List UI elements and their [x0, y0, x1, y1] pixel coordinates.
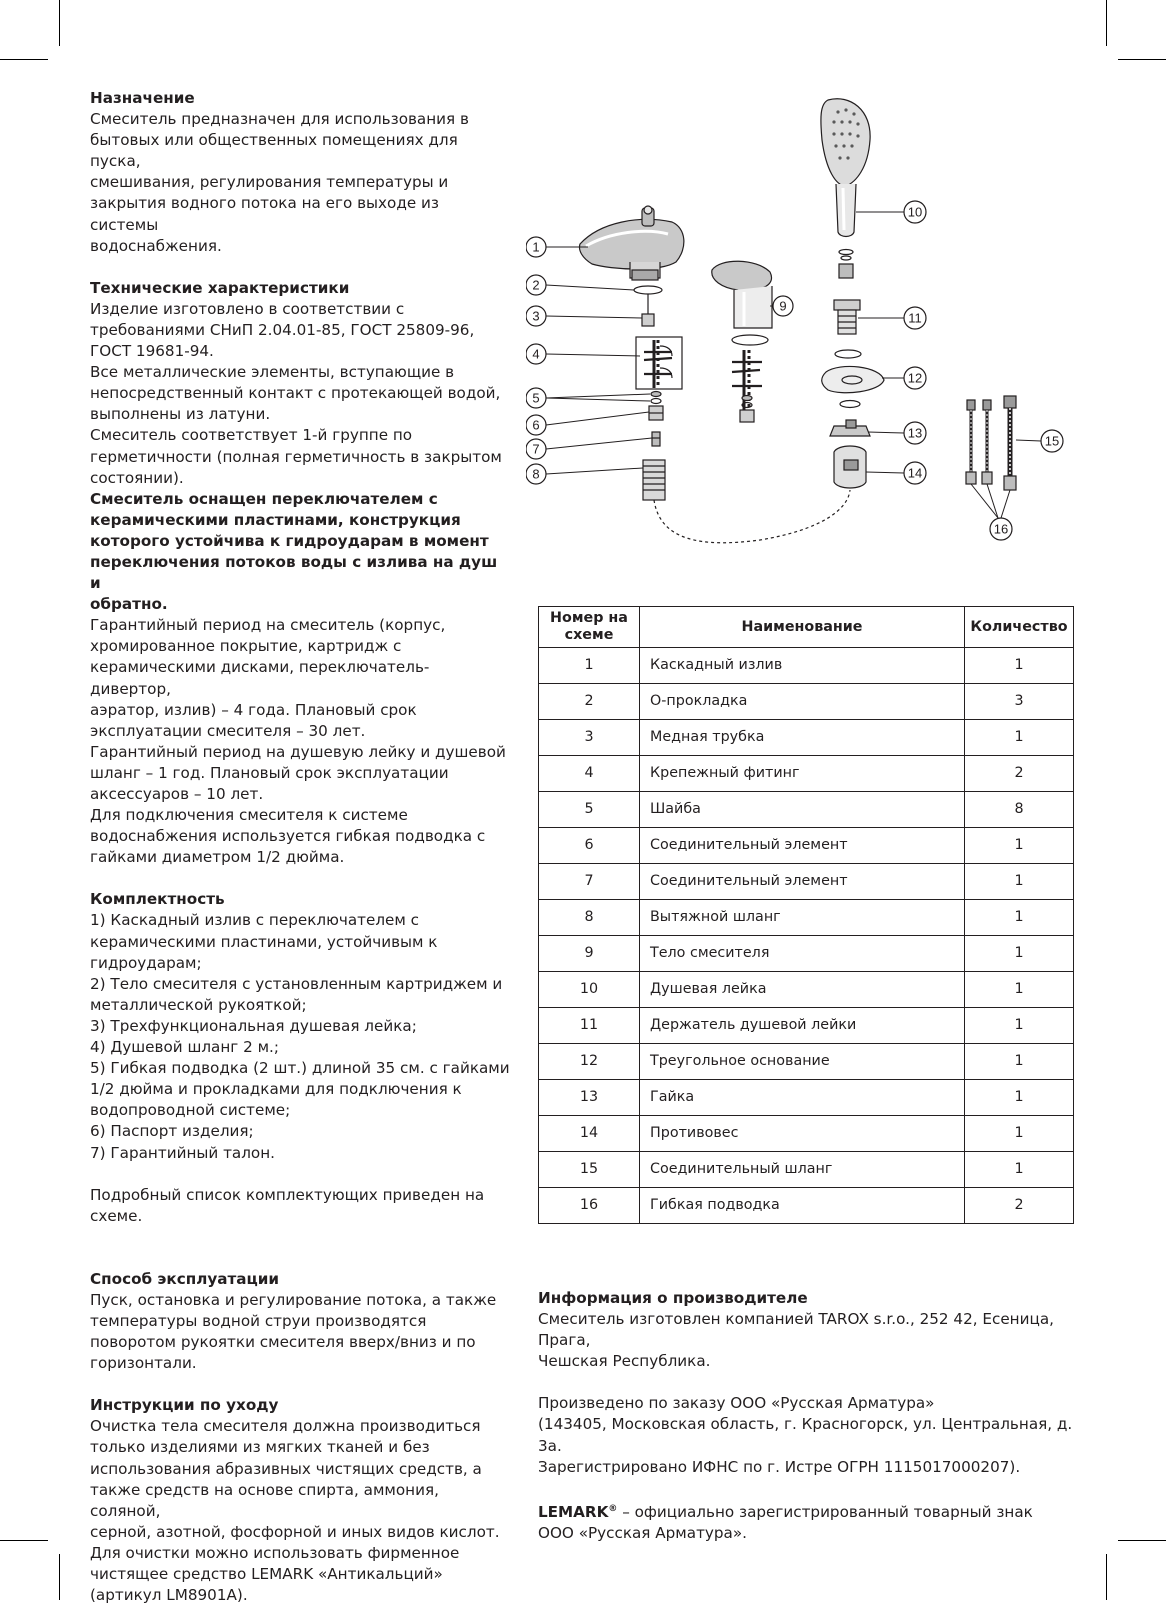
cell-number: 3	[539, 720, 640, 756]
parts-table	[538, 606, 1074, 1224]
cell-quantity: 1	[965, 1008, 1074, 1044]
cell-quantity: 1	[965, 720, 1074, 756]
text-line: гидроударам;	[90, 953, 202, 972]
callout-label: 10	[907, 204, 923, 220]
callout-label: 15	[1044, 433, 1060, 449]
text-line: Подробный список комплектующих приведен на	[90, 1185, 485, 1204]
cell-quantity: 1	[965, 828, 1074, 864]
cell-quantity: 1	[965, 1080, 1074, 1116]
cell-quantity: 1	[965, 900, 1074, 936]
usage-section	[90, 1269, 510, 1374]
cell-name: Крепежный фитинг	[640, 756, 965, 792]
text-line: 3) Трехфункциональная душевая лейка;	[90, 1016, 417, 1035]
cell-quantity: 1	[965, 1152, 1074, 1188]
cell-quantity: 1	[965, 1044, 1074, 1080]
cell-number: 16	[539, 1188, 640, 1224]
bold-text-line: переключения потоков воды с излива на душ и	[90, 552, 498, 593]
text-line: смешивания, регулирования температуры и	[90, 173, 449, 192]
crop-mark	[59, 0, 60, 46]
callout-label: 12	[907, 370, 923, 386]
cell-number: 12	[539, 1044, 640, 1080]
callout-label: 16	[993, 521, 1009, 537]
cell-number: 13	[539, 1080, 640, 1116]
text-line: Очистка тела смесителя должна производиться	[90, 1417, 481, 1436]
cell-number: 5	[539, 792, 640, 828]
cell-name: Медная трубка	[640, 720, 965, 756]
cell-number: 4	[539, 756, 640, 792]
cell-name: Держатель душевой лейки	[640, 1008, 965, 1044]
purpose-section	[90, 88, 510, 257]
text-line: Изделие изготовлено в соответствии с	[90, 299, 405, 318]
cell-name: Гибкая подводка	[640, 1188, 965, 1224]
cell-name: Соединительный элемент	[640, 828, 965, 864]
table-row	[539, 792, 1074, 828]
callout-label: 1	[532, 239, 540, 255]
cell-quantity: 8	[965, 792, 1074, 828]
cell-number: 2	[539, 684, 640, 720]
table-header-row	[539, 607, 1074, 648]
text-line: эксплуатации смесителя – 30 лет.	[90, 721, 366, 740]
callout-10	[904, 201, 926, 223]
callout-5	[526, 388, 546, 408]
cell-name: Соединительный шланг	[640, 1152, 965, 1188]
text-line: хромированное покрытие, картридж с	[90, 637, 402, 656]
callout-2	[526, 275, 546, 295]
text-line: Гарантийный период на смеситель (корпус,	[90, 616, 446, 635]
crop-mark	[1118, 59, 1166, 60]
callout-14	[904, 462, 926, 484]
cell-quantity: 3	[965, 684, 1074, 720]
manufacturer-section	[538, 1288, 1098, 1544]
table-row	[539, 1080, 1074, 1116]
flexible-hoses	[966, 396, 1016, 490]
callout-label: 11	[908, 310, 922, 326]
callout-1	[526, 237, 546, 257]
bold-text-line: керамическими пластинами, конструкция	[90, 510, 461, 529]
table-row	[539, 1044, 1074, 1080]
text-line: Пуск, остановка и регулирование потока, а также	[90, 1290, 497, 1309]
text-line: (артикул LM8901A).	[90, 1586, 248, 1605]
left-column	[90, 88, 510, 1606]
table-row	[539, 1116, 1074, 1152]
text-line: керамическими пластинами, устойчивым к	[90, 932, 438, 951]
text-line: Смеситель предназначен для использования в	[90, 110, 469, 129]
trademark-line	[538, 1499, 1098, 1523]
callout-6	[526, 415, 546, 435]
text-line: (143405, Московская область, г. Красногорск, ул. Центральная, д. 3а.	[538, 1415, 1073, 1455]
mixer-body	[712, 261, 772, 422]
text-line: ООО «Русская Арматура».	[538, 1523, 747, 1542]
text-line: герметичности (полная герметичность в закрытом	[90, 447, 502, 466]
spout-assembly	[580, 206, 684, 500]
bold-text-line: Смеситель оснащен переключателем с	[90, 489, 438, 508]
table-row	[539, 720, 1074, 756]
text-line: 5) Гибкая подводка (2 шт.) длиной 35 см. с гайками	[90, 1059, 510, 1078]
table-row	[539, 1188, 1074, 1224]
text-line: водоснабжения используется гибкая подводка с	[90, 827, 486, 846]
cell-name: Противовес	[640, 1116, 965, 1152]
section-heading: Способ эксплуатации	[90, 1269, 280, 1288]
cell-name: Соединительный элемент	[640, 864, 965, 900]
cell-number: 6	[539, 828, 640, 864]
callout-label: 5	[532, 390, 540, 406]
text-line: поворотом рукоятки смесителя вверх/вниз и по	[90, 1333, 476, 1352]
cell-name: Душевая лейка	[640, 972, 965, 1008]
table-row	[539, 936, 1074, 972]
text-line: чистящее средство LEMARK «Антикальций»	[90, 1565, 443, 1583]
table-row	[539, 684, 1074, 720]
text-line: выполнены из латуни.	[90, 405, 271, 424]
text-line: аэратор, излив) – 4 года. Плановый срок	[90, 700, 417, 719]
text-line: Для очистки можно использовать фирменное	[90, 1543, 460, 1562]
registered-mark: ®	[608, 1503, 618, 1514]
cell-quantity: 1	[965, 648, 1074, 684]
cell-number: 15	[539, 1152, 640, 1188]
text-line: серной, азотной, фосфорной и иных видов кислот.	[90, 1522, 500, 1541]
text-line: требованиями СНиП 2.04.01-85, ГОСТ 25809-96,	[90, 320, 475, 339]
text-line: 1) Каскадный излив с переключателем с	[90, 911, 420, 930]
cell-name: О-прокладка	[640, 684, 965, 720]
table-row	[539, 1152, 1074, 1188]
text-line: использования абразивных чистящих средств, а	[90, 1459, 482, 1478]
crop-mark	[1118, 1540, 1166, 1541]
cell-number: 7	[539, 864, 640, 900]
text-line: Смеситель изготовлен компанией TAROX s.r.o., 252 42, Есеница, Прага,	[538, 1310, 1054, 1350]
text-line: керамическими дисками, переключатель-дивертор,	[90, 658, 430, 698]
callout-15	[1041, 430, 1063, 452]
crop-mark	[1106, 1554, 1107, 1600]
text-line: аксессуаров – 10 лет.	[90, 785, 264, 803]
cell-quantity: 1	[965, 972, 1074, 1008]
text-line: также средств на основе спирта, аммония, соляной,	[90, 1480, 439, 1520]
section-heading: Инструкции по уходу	[90, 1396, 279, 1415]
callout-11	[904, 307, 926, 329]
kit-section	[90, 889, 510, 1226]
cell-name: Тело смесителя	[640, 936, 965, 972]
callout-label: 6	[532, 417, 540, 433]
text-line: непосредственный контакт с протекающей водой,	[90, 384, 501, 403]
section-heading: Технические характеристики	[90, 278, 350, 297]
callout-4	[526, 344, 546, 364]
callout-label: 2	[532, 277, 540, 293]
text-line: состоянии).	[90, 468, 184, 487]
callout-label: 14	[907, 465, 923, 481]
exploded-parts-diagram	[526, 86, 1086, 556]
text-line: Произведено по заказу ООО «Русская Арматура»	[538, 1394, 935, 1413]
cell-name: Вытяжной шланг	[640, 900, 965, 936]
text-line: водопроводной системе;	[90, 1101, 291, 1120]
crop-mark	[0, 1540, 48, 1541]
table-row	[539, 756, 1074, 792]
text-line: Все металлические элементы, вступающие в	[90, 363, 455, 382]
text-line: водоснабжения.	[90, 236, 222, 255]
text-line: Чешская Республика.	[538, 1352, 711, 1371]
callout-label: 7	[532, 441, 540, 457]
header-number: Номер на схеме	[539, 607, 640, 648]
text-line: шланг – 1 год. Плановый срок эксплуатации	[90, 763, 449, 782]
crop-mark	[59, 1554, 60, 1600]
table-row	[539, 1008, 1074, 1044]
bold-text-line: обратно.	[90, 595, 168, 614]
brand-name	[538, 1503, 617, 1521]
cell-number: 14	[539, 1116, 640, 1152]
cell-quantity: 1	[965, 1116, 1074, 1152]
callout-label: 13	[907, 425, 923, 441]
text-line: Зарегистрировано ИФНС по г. Истре ОГРН 1115017000207).	[538, 1457, 1021, 1476]
callout-label: 4	[532, 346, 540, 362]
section-heading: Комплектность	[90, 890, 225, 909]
text-line: 2) Тело смесителя с установленным картриджем и	[90, 974, 503, 993]
text-line: металлической рукояткой;	[90, 995, 307, 1014]
callout-13	[904, 422, 926, 444]
section-heading: Информация о производителе	[538, 1289, 808, 1307]
callout-label: 8	[532, 466, 540, 482]
table-row	[539, 828, 1074, 864]
text-line: температуры водной струи производятся	[90, 1311, 427, 1330]
text-line: 4) Душевой шланг 2 м.;	[90, 1038, 279, 1057]
text-line: гайками диаметром 1/2 дюйма.	[90, 848, 345, 867]
text-line: 6) Паспорт изделия;	[90, 1122, 254, 1141]
header-name: Наименование	[640, 607, 965, 648]
crop-mark	[1106, 0, 1107, 46]
cell-number: 8	[539, 900, 640, 936]
brand-text: LEMARK	[538, 1502, 609, 1521]
cell-quantity: 2	[965, 1188, 1074, 1224]
cell-number: 10	[539, 972, 640, 1008]
callout-7	[526, 439, 546, 459]
cell-number: 9	[539, 936, 640, 972]
care-section	[90, 1395, 510, 1606]
cell-quantity: 1	[965, 936, 1074, 972]
text-line: бытовых или общественных помещениях для пуска,	[90, 131, 458, 171]
specs-section	[90, 278, 510, 869]
callout-9	[773, 296, 793, 316]
cell-name: Шайба	[640, 792, 965, 828]
text-line: 1/2 дюйма и прокладками для подключения к	[90, 1080, 462, 1099]
bold-text-line: которого устойчива к гидроударам в момент	[90, 531, 489, 550]
cell-quantity: 2	[965, 756, 1074, 792]
text-line: Для подключения смесителя к системе	[90, 806, 408, 825]
cell-quantity: 1	[965, 864, 1074, 900]
parts-table-body	[539, 648, 1074, 1224]
table-row	[539, 972, 1074, 1008]
header-quantity: Количество	[965, 607, 1074, 648]
text-line: ГОСТ 19681-94.	[90, 342, 214, 361]
cell-name: Каскадный излив	[640, 648, 965, 684]
text-line: закрытия водного потока на его выходе из системы	[90, 194, 439, 234]
cell-number: 11	[539, 1008, 640, 1044]
text-line: Смеситель соответствует 1-й группе по	[90, 426, 413, 445]
callout-3	[526, 306, 546, 326]
text-line: только изделиями из мягких тканей и без	[90, 1438, 430, 1457]
text-line: Гарантийный период на душевую лейку и душевой	[90, 742, 506, 761]
section-heading: Назначение	[90, 89, 195, 107]
cell-name: Гайка	[640, 1080, 965, 1116]
cell-name: Треугольное основание	[640, 1044, 965, 1080]
callout-8	[526, 464, 546, 484]
callout-label: 3	[532, 308, 540, 324]
table-row	[539, 648, 1074, 684]
table-row	[539, 900, 1074, 936]
text-line: горизонтали.	[90, 1354, 197, 1373]
text-line: схеме.	[90, 1206, 143, 1225]
crop-mark	[0, 59, 48, 60]
cell-number: 1	[539, 648, 640, 684]
text-span: – официально зарегистрированный товарный знак	[617, 1502, 1033, 1521]
text-line: 7) Гарантийный талон.	[90, 1143, 275, 1162]
callout-12	[904, 367, 926, 389]
callout-label: 9	[779, 298, 787, 314]
table-row	[539, 864, 1074, 900]
callout-16	[990, 518, 1012, 540]
